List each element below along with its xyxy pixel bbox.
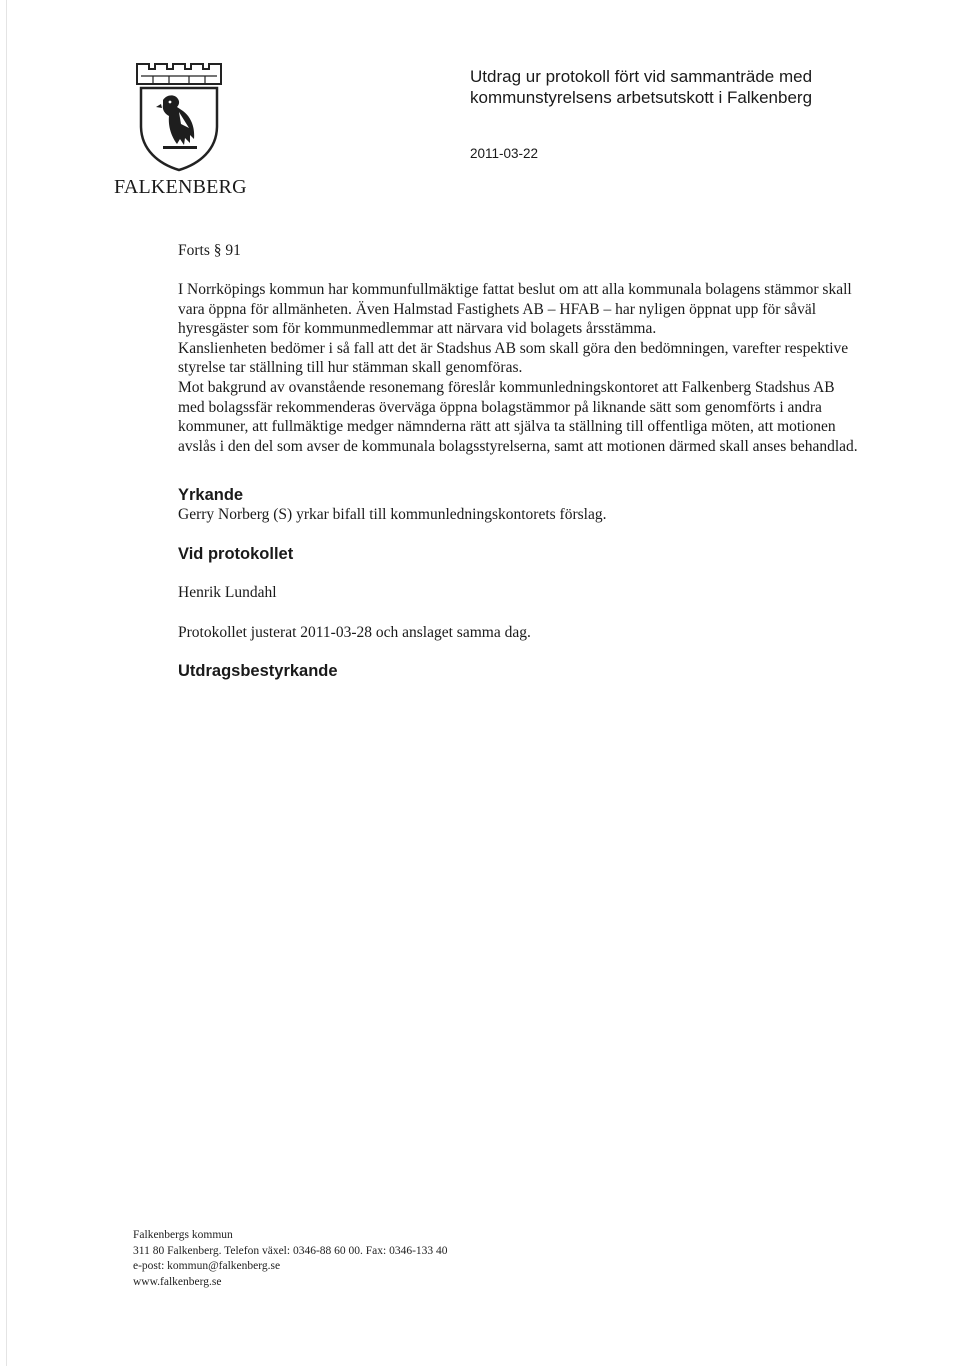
footer-website[interactable]: www.falkenberg.se <box>133 1275 222 1288</box>
document-title-line-2: kommunstyrelsens arbetsutskott i Falkenberg <box>470 88 813 107</box>
paragraph-proposal: Mot bakgrund av ovanstående resonemang föreslår kommunledningskontoret att Falkenberg Stadshus AB med bolagssfär rekommenderas överväga öppna bolagstämmor på liknande sätt som genomförts i andra kommuner, att fullmäktige medger nämnderna rätt att själva ta ställning till offentliga möten, att motionen avslås i den del som avser de kommunala bolagsstyrelserna, samt att motionen därmed skall anses behandlad. <box>178 378 858 455</box>
scan-edge-line <box>6 0 7 1366</box>
document-title <box>470 66 930 108</box>
footer-address: 311 80 Falkenberg. Telefon växel: 0346-88 60 00. Fax: 0346-133 40 <box>133 1244 448 1257</box>
footer-org: Falkenbergs kommun <box>133 1229 233 1241</box>
footer-email[interactable]: e-post: kommun@falkenberg.se <box>133 1260 281 1272</box>
footer <box>133 1228 448 1290</box>
utdragsbestyrkande-heading: Utdragsbestyrkande <box>178 662 338 681</box>
paragraph-norrkoping: I Norrköpings kommun har kommunfullmäktige fattat beslut om att alla kommunala bolagens stämmor skall vara öppna för allmänheten. Även Halmstad Fastighets AB – HFAB – har nyligen öppnat upp för såväl hyresgäster som för kommunmedlemmar att närvara vid bolagets årsstämma. <box>178 281 852 338</box>
secretary-name: Henrik Lundahl <box>178 583 277 601</box>
justerat-text: Protokollet justerat 2011-03-28 och anslaget samma dag. <box>178 623 531 641</box>
document-body <box>178 242 858 681</box>
falkenberg-coat-of-arms-icon <box>133 60 225 172</box>
municipality-name: FALKENBERG <box>114 176 247 198</box>
yrkande-text: Gerry Norberg (S) yrkar bifall till kommunledningskontorets förslag. <box>178 506 607 524</box>
meeting-date: 2011-03-22 <box>470 146 539 161</box>
section-reference: Forts § 91 <box>178 242 241 259</box>
protokoll-heading: Vid protokollet <box>178 544 294 563</box>
paragraph-kanslienheten: Kanslienheten bedömer i så fall att det är Stadshus AB som skall göra den bedömningen, varefter respektive styrelse tar ställning till hur stämman skall genomföras. <box>178 339 849 377</box>
yrkande-heading: Yrkande <box>178 486 244 505</box>
document-title-line-1: Utdrag ur protokoll fört vid sammanträde med <box>470 67 813 86</box>
